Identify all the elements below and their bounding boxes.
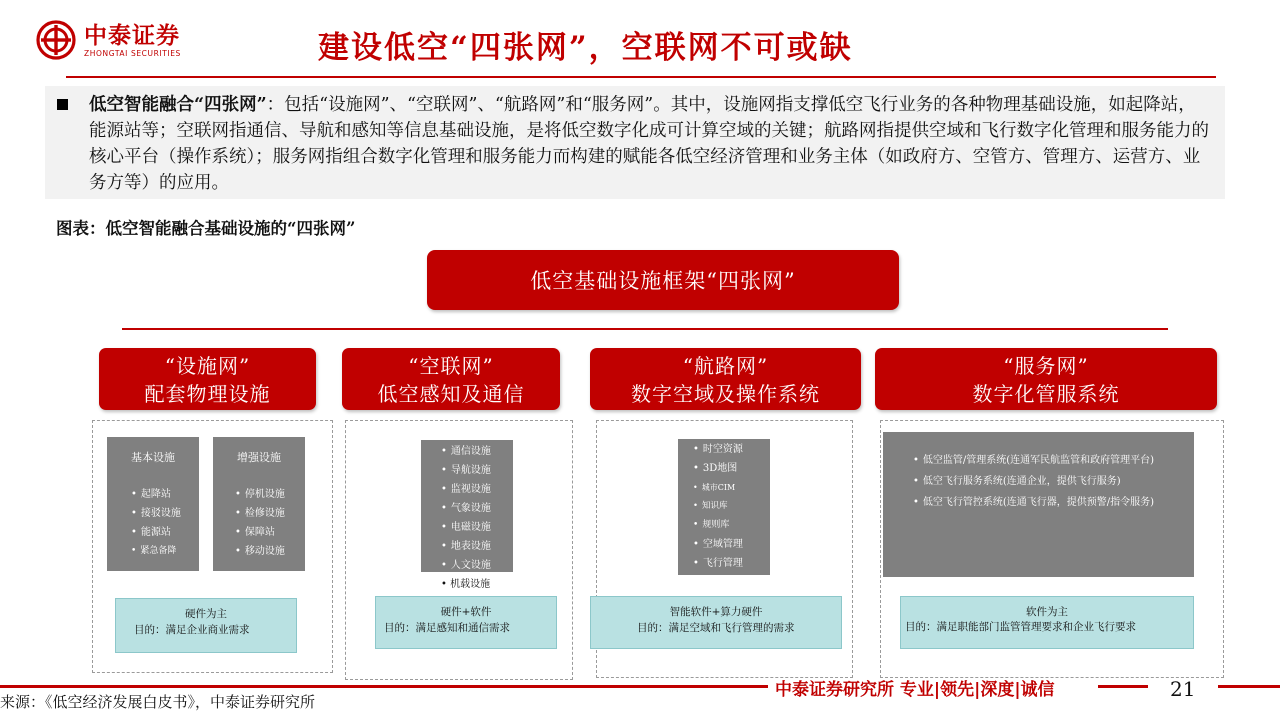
goal-box-facility <box>115 598 297 653</box>
list-item: • 低空飞行管控系统(连通飞行器，提供预警/指令服务) <box>913 494 1182 511</box>
list-item: • 接驳设施 <box>131 504 199 523</box>
list-item: • 人文设施 <box>441 556 513 575</box>
network-name: “空联网” <box>408 354 494 378</box>
list-item: • 知识库 <box>693 497 770 516</box>
framework-title: 低空基础设施框架“四张网” <box>427 250 899 310</box>
list-item: • 飞行管理 <box>693 554 770 573</box>
footer-divider-middle <box>1098 685 1148 688</box>
network-name: “设施网” <box>164 354 251 378</box>
list-item: • 通信设施 <box>441 442 513 461</box>
list-item: • 城市CIM <box>693 478 770 497</box>
network-name: “航路网” <box>682 354 769 378</box>
goal-text: 目的：满足感知和通信需求 <box>384 622 510 634</box>
network-subtitle: 配套物理设施 <box>144 382 271 406</box>
brand-logo-icon <box>36 20 76 60</box>
service-system-box <box>883 432 1194 577</box>
goal-text: 目的：满足空域和飞行管理的需求 <box>637 622 795 634</box>
goal-box-service <box>900 596 1194 649</box>
goal-title: 软件为主 <box>1026 606 1068 618</box>
network-subtitle: 数字化管服系统 <box>972 382 1120 406</box>
goal-box-airway <box>590 596 842 649</box>
basic-facility-box <box>107 437 199 571</box>
footer-divider-left <box>0 685 768 688</box>
list-item: • 3D地图 <box>693 459 770 478</box>
intro-term: 低空智能融合“四张网” <box>89 95 267 115</box>
brand-name-en: ZHONGTAI SECURITIES <box>84 48 181 58</box>
goal-title: 智能软件+算力硬件 <box>669 606 763 618</box>
list-item: • 空域管理 <box>693 535 770 554</box>
list-item: • 检修设施 <box>235 504 305 523</box>
list-item: • 时空资源 <box>693 440 770 459</box>
network-header-airway <box>590 348 861 410</box>
brand-logo <box>36 20 181 60</box>
page-title: 建设低空“四张网”，空联网不可或缺 <box>318 30 853 66</box>
network-subtitle: 数字空域及操作系统 <box>631 382 820 406</box>
intro-body: ：包括“设施网”、“空联网”、“航路网”和“服务网”。其中，设施网指支撑低空飞行业务的各种物理基础设施，如起降站，能源站等；空联网指通信、导航和感知等信息基础设施，是将低空数字化成可计算空域的关键；航路网指提供空域和飞行数字化管理和服务能力的核心平台（操作系统）；服务网指组合数字化管理和服务能力而构建的赋能各低空经济管理和业务主体（如政府方、空管方、管理方、运营方、业务方等）的应用。 <box>89 95 1209 193</box>
item-list <box>213 485 305 561</box>
item-list <box>107 485 199 561</box>
list-item: • 保障站 <box>235 523 305 542</box>
list-item: • 气象设施 <box>441 499 513 518</box>
square-bullet-icon <box>57 99 68 110</box>
network-header-service <box>875 348 1217 410</box>
list-item: • 能源站 <box>131 523 199 542</box>
goal-box-airlink <box>375 596 557 649</box>
source-note: 来源：《低空经济发展白皮书》，中泰证券研究所 <box>0 693 316 711</box>
intro-paragraph <box>89 92 1211 196</box>
box-title: 增强设施 <box>237 451 281 464</box>
brand-name-cn: 中泰证券 <box>84 22 180 49</box>
airlink-facility-box <box>421 440 513 572</box>
footer-slogan: 中泰证券研究所 专业|领先|深度|诚信 <box>775 680 1055 700</box>
goal-title: 硬件为主 <box>185 608 227 620</box>
intro-box <box>45 86 1225 199</box>
box-title: 基本设施 <box>131 451 175 464</box>
goal-title: 硬件+软件 <box>440 606 492 618</box>
list-item: • 停机设施 <box>235 485 305 504</box>
list-item: • 机载设施 <box>441 579 491 590</box>
airway-system-box <box>678 439 770 575</box>
network-header-facility <box>99 348 316 410</box>
title-divider <box>66 76 1216 78</box>
item-list <box>678 440 770 573</box>
list-item: • 电磁设施 <box>441 518 513 537</box>
list-item: • 监视设施 <box>441 480 513 499</box>
page-number: 21 <box>1170 677 1196 701</box>
list-item: • 地表设施 <box>441 537 513 556</box>
list-item: • 导航设施 <box>441 461 513 480</box>
goal-text: 目的：满足企业商业需求 <box>134 624 250 636</box>
list-item: • 低空飞行服务系统(连通企业，提供飞行服务) <box>913 473 1182 490</box>
footer-divider-right <box>1218 685 1280 688</box>
list-item: • 低空监管/管理系统(连通军民航监管和政府管理平台) <box>913 452 1182 469</box>
enhanced-facility-box <box>213 437 305 571</box>
list-item: • 起降站 <box>131 485 199 504</box>
figure-caption: 图表：低空智能融合基础设施的“四张网” <box>56 219 356 238</box>
item-list <box>421 442 513 575</box>
framework-divider <box>122 328 1168 330</box>
list-item: • 紧急备降 <box>131 542 199 561</box>
list-item: • 规则库 <box>693 516 770 535</box>
item-list <box>883 432 1194 511</box>
list-item: • 移动设施 <box>235 542 305 561</box>
network-name: “服务网” <box>1003 354 1089 378</box>
list-item-label: 机载设施 <box>450 579 491 590</box>
network-subtitle: 低空感知及通信 <box>377 382 525 406</box>
goal-text: 目的：满足职能部门监管管理要求和企业飞行要求 <box>905 621 1136 633</box>
network-header-airlink <box>342 348 560 410</box>
